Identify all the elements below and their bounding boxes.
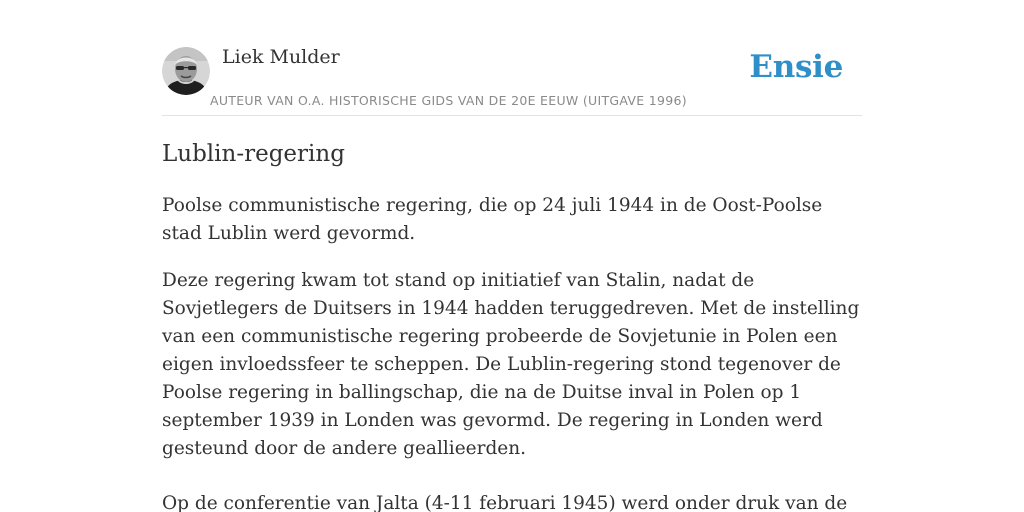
article-header xyxy=(162,0,862,116)
article-title: Lublin-regering xyxy=(162,141,345,167)
article-paragraph: Op de conferentie van Jalta (4-11 februari 1945) werd onder druk van de xyxy=(162,493,848,512)
author-name[interactable]: Liek Mulder xyxy=(222,46,340,68)
article-paragraph: Deze regering kwam tot stand op initiatief van Stalin, nadat de Sovjetlegers de Duitsers in 1944 hadden teruggedreven. Met de instelling van een communistische regering probeerde de Sovjetunie in Polen een eigen invloedssfeer te scheppen. De Lublin-regering stond tegenover de Poolse regering in ballingschap, die na de Duitse inval in Polen op 1 september 1939 in Londen was gevormd. De regering in Londen werd gesteund door de andere geallieerden. xyxy=(162,270,860,459)
author-avatar[interactable] xyxy=(162,47,210,95)
site-logo[interactable]: Ensie xyxy=(749,49,843,85)
author-bio: AUTEUR VAN O.A. HISTORISCHE GIDS VAN DE 20E EEUW (UITGAVE 1996) xyxy=(210,93,687,108)
article-paragraph: Poolse communistische regering, die op 24 juli 1944 in de Oost-Poolse stad Lublin werd gevormd. xyxy=(162,195,823,244)
author-portrait-icon xyxy=(162,47,210,95)
article-content xyxy=(162,138,862,512)
